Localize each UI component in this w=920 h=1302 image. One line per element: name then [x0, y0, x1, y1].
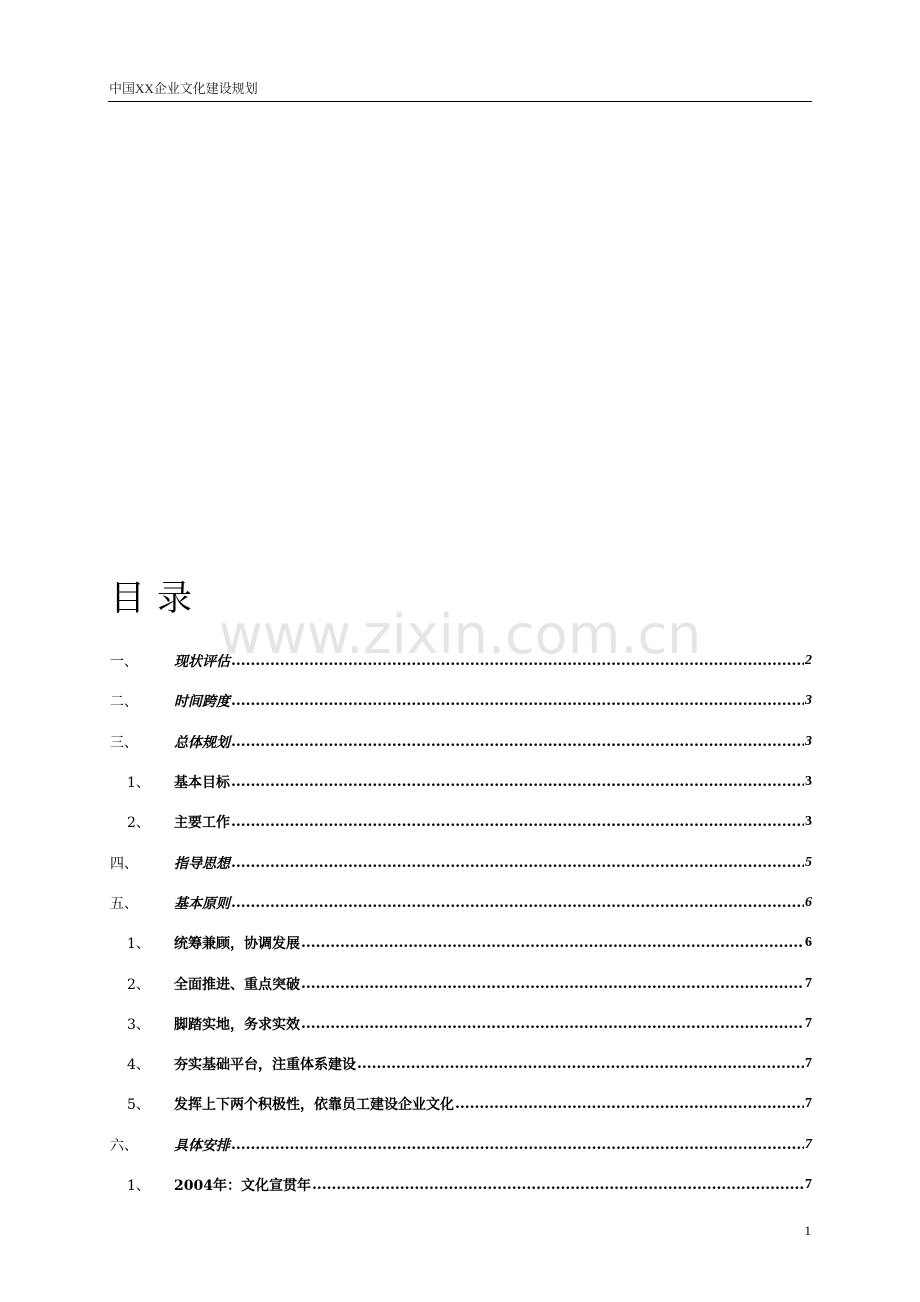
toc-entry-number: 3、 — [127, 1016, 150, 1033]
toc-entry-page: 7 — [805, 1177, 812, 1192]
toc-entry-page: 7 — [805, 1056, 812, 1072]
toc-entry-page: 5 — [805, 854, 812, 870]
toc-entry-label: 脚踏实地，务求实效 — [174, 1016, 300, 1033]
toc-dot-leader — [231, 855, 804, 871]
watermark: www.zixin.com.cn — [218, 603, 702, 666]
toc-entry-label: 具体安排 — [174, 1137, 230, 1154]
toc-entry-label: 2004年：文化宣贯年 — [174, 1178, 311, 1194]
toc-entry-number: 二、 — [110, 694, 138, 711]
toc-entry-label: 时间跨度 — [174, 694, 230, 711]
toc-dot-leader — [301, 1016, 804, 1032]
toc-entry-page: 6 — [805, 935, 812, 951]
header-title: 中国XX企业文化建设规划 — [109, 81, 258, 96]
table-of-contents — [110, 641, 812, 1205]
toc-entry-page: 7 — [805, 975, 812, 991]
toc-dot-leader — [312, 1177, 804, 1193]
toc-entry-number: 四、 — [110, 855, 138, 872]
toc-entry-page: 3 — [805, 814, 812, 830]
toc-entry-label: 夯实基础平台，注重体系建设 — [174, 1057, 356, 1074]
toc-entry-label: 发挥上下两个积极性，依靠员工建设企业文化 — [174, 1097, 454, 1114]
page-header — [108, 80, 812, 102]
toc-entry-page: 2 — [805, 653, 812, 669]
toc-dot-leader — [455, 1096, 804, 1112]
toc-subsection-entry[interactable] — [110, 1084, 812, 1124]
toc-dot-leader — [301, 976, 804, 992]
toc-subsection-entry[interactable] — [110, 762, 812, 802]
toc-entry-number: 2、 — [127, 976, 150, 993]
toc-dot-leader — [231, 1137, 804, 1153]
toc-entry-number: 5、 — [127, 1097, 150, 1114]
toc-title: 目录 — [110, 579, 205, 619]
toc-subsection-entry[interactable] — [110, 923, 812, 963]
toc-entry-page: 7 — [805, 1096, 812, 1112]
toc-entry-number: 2、 — [127, 815, 150, 832]
toc-dot-leader — [231, 693, 804, 709]
toc-entry-label: 统筹兼顾，协调发展 — [174, 936, 300, 953]
toc-dot-leader — [231, 653, 804, 669]
toc-entry-label: 指导思想 — [174, 855, 230, 872]
toc-chapter-entry[interactable] — [110, 681, 812, 721]
toc-entry-label: 基本目标 — [174, 775, 230, 792]
toc-dot-leader — [231, 774, 804, 790]
toc-entry-number: 六、 — [110, 1137, 138, 1154]
toc-entry-number: 1、 — [127, 1178, 150, 1194]
toc-subsection-entry[interactable] — [110, 1165, 812, 1205]
toc-chapter-entry[interactable] — [110, 842, 812, 882]
toc-chapter-entry[interactable] — [110, 722, 812, 762]
toc-dot-leader — [357, 1056, 804, 1072]
toc-entry-number: 1、 — [127, 936, 150, 953]
toc-entry-label: 现状评估 — [174, 654, 230, 671]
toc-entry-label: 基本原则 — [174, 895, 230, 912]
toc-dot-leader — [301, 935, 804, 951]
toc-entry-page: 3 — [805, 733, 812, 749]
toc-dot-leader — [231, 734, 804, 750]
toc-dot-leader — [231, 814, 804, 830]
toc-chapter-entry[interactable] — [110, 1125, 812, 1165]
toc-subsection-entry[interactable] — [110, 802, 812, 842]
toc-entry-page: 7 — [805, 1136, 812, 1152]
toc-entry-label: 主要工作 — [174, 815, 230, 832]
toc-entry-page: 7 — [805, 1015, 812, 1031]
toc-subsection-entry[interactable] — [110, 1004, 812, 1044]
toc-entry-number: 三、 — [110, 734, 138, 751]
toc-subsection-entry[interactable] — [110, 1044, 812, 1084]
toc-subsection-entry[interactable] — [110, 963, 812, 1003]
toc-entry-number: 五、 — [110, 895, 138, 912]
page-number: 1 — [804, 1223, 811, 1238]
toc-entry-label: 全面推进、重点突破 — [174, 976, 300, 993]
toc-chapter-entry[interactable] — [110, 641, 812, 681]
toc-entry-label: 总体规划 — [174, 734, 230, 751]
toc-entry-number: 1、 — [127, 775, 150, 792]
toc-dot-leader — [231, 895, 804, 911]
toc-chapter-entry[interactable] — [110, 883, 812, 923]
toc-entry-number: 一、 — [110, 654, 138, 671]
toc-entry-number: 4、 — [127, 1057, 150, 1074]
toc-entry-page: 6 — [805, 894, 812, 910]
toc-entry-page: 3 — [805, 774, 812, 790]
toc-entry-page: 3 — [805, 693, 812, 709]
